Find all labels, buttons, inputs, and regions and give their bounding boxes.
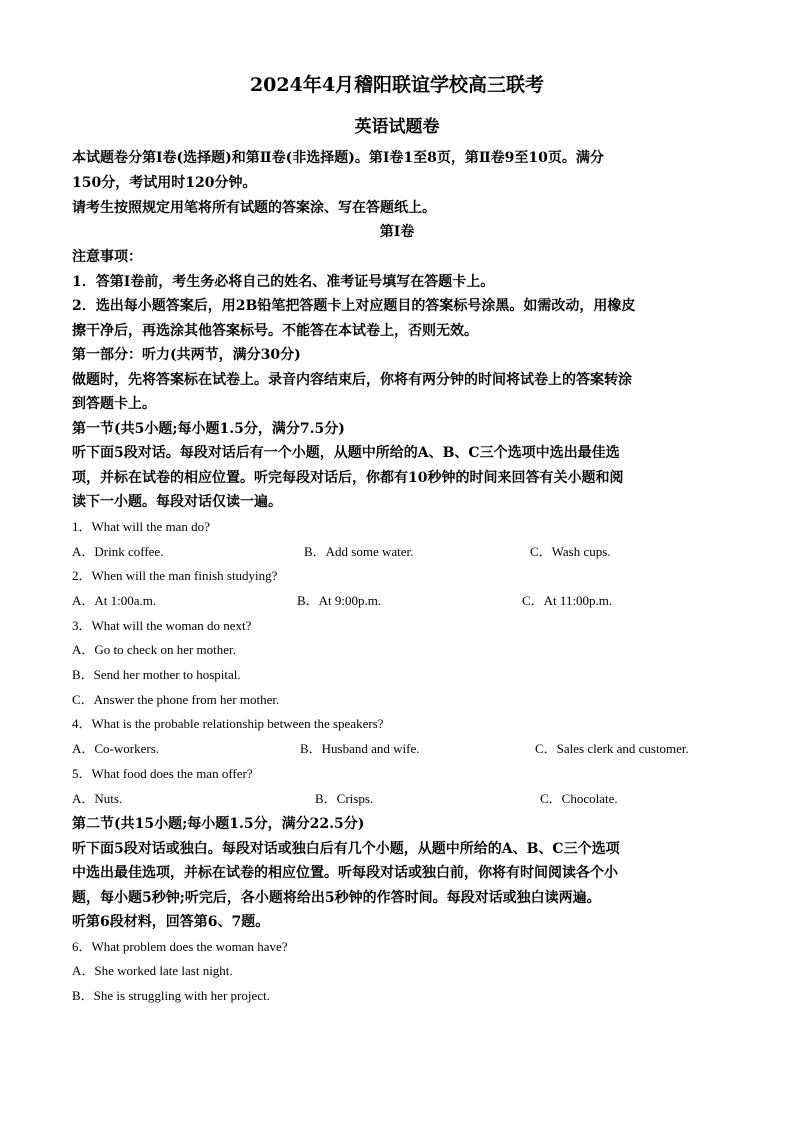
- part1-heading: 第一部分：听力(共两节，满分30分): [72, 347, 301, 363]
- exam-subtitle: 英语试题卷: [354, 117, 440, 137]
- question-text: 4．What is the probable relationship between the speakers?: [72, 716, 384, 731]
- option-c: C．Chocolate.: [540, 791, 618, 806]
- question-text: 5．What food does the man offer?: [72, 766, 253, 781]
- option-b: B．She is struggling with her project.: [72, 988, 270, 1003]
- section2-material: 听第6段材料，回答第6、7题。: [72, 914, 270, 930]
- part1-desc: 做题时，先将答案标在试卷上。录音内容结束后，你将有两分钟的时间将试卷上的答案转涂: [72, 372, 632, 388]
- section2-desc: 听下面5段对话或独白。每段对话或独白后有几个小题，从题中所给的A、B、C三个选项: [72, 841, 620, 857]
- section1-desc: 读下一小题。每段对话仅读一遍。: [72, 494, 282, 510]
- option-b: B．Crisps.: [315, 791, 374, 806]
- exam-title: 2024年4月稽阳联谊学校高三联考: [249, 74, 545, 96]
- notes-item: 1．答第Ⅰ卷前，考生务必将自己的姓名、准考证号填写在答题卡上。: [72, 274, 495, 290]
- volume-title: 第Ⅰ卷: [379, 224, 415, 240]
- section2-desc: 中选出最佳选项，并标在试卷的相应位置。听每段对话或独白前，你将有时间阅读各个小: [72, 865, 618, 881]
- section2-heading: 第二节(共15小题;每小题1.5分，满分22.5分): [72, 816, 365, 832]
- option-a: A．Go to check on her mother.: [72, 642, 236, 657]
- part1-desc: 到答题卡上。: [72, 396, 156, 412]
- section1-desc: 听下面5段对话。每段对话后有一个小题，从题中所给的A、B、C三个选项中选出最佳选: [72, 445, 620, 461]
- section1-desc: 项，并标在试卷的相应位置。听完每段对话后，你都有10秒钟的时间来回答有关小题和阅: [72, 470, 624, 486]
- option-c: C．Sales clerk and customer.: [535, 741, 689, 756]
- option-c: C．Answer the phone from her mother.: [72, 692, 280, 707]
- option-b: B．Add some water.: [304, 544, 414, 559]
- option-c: C．At 11:00p.m.: [522, 593, 613, 608]
- intro-line: 150分，考试用时120分钟。: [72, 175, 257, 191]
- option-b: B．Send her mother to hospital.: [72, 667, 241, 682]
- option-a: A．Co-workers.: [72, 741, 160, 756]
- notes-heading: 注意事项：: [72, 249, 142, 265]
- intro-line: 本试题卷分第Ⅰ卷(选择题)和第Ⅱ卷(非选择题)。第Ⅰ卷1至8页，第Ⅱ卷9至10页。满分: [72, 150, 604, 166]
- option-b: B．Husband and wife.: [300, 741, 420, 756]
- notes-item: 擦干净后，再选涂其他答案标号。不能答在本试卷上，否则无效。: [72, 323, 478, 339]
- question-text: 6．What problem does the woman have?: [72, 939, 288, 954]
- option-a: A．She worked late last night.: [72, 963, 233, 978]
- section1-heading: 第一节(共5小题;每小题1.5分，满分7.5分): [72, 421, 345, 437]
- question-text: 3．What will the woman do next?: [72, 618, 252, 633]
- option-a: A．Nuts.: [72, 791, 123, 806]
- option-b: B．At 9:00p.m.: [297, 593, 382, 608]
- option-c: C．Wash cups.: [530, 544, 611, 559]
- question-text: 2．When will the man finish studying?: [72, 568, 278, 583]
- section2-desc: 题，每小题5秒钟;听完后，各小题将给出5秒钟的作答时间。每段对话或独白读两遍。: [72, 890, 601, 906]
- question-text: 1．What will the man do?: [72, 519, 210, 534]
- intro-line: 请考生按照规定用笔将所有试题的答案涂、写在答题纸上。: [72, 200, 436, 216]
- option-a: A．At 1:00a.m.: [72, 593, 157, 608]
- option-a: A．Drink coffee.: [72, 544, 164, 559]
- notes-item: 2．选出每小题答案后，用2B铅笔把答题卡上对应题目的答案标号涂黑。如需改动，用橡皮: [72, 298, 636, 314]
